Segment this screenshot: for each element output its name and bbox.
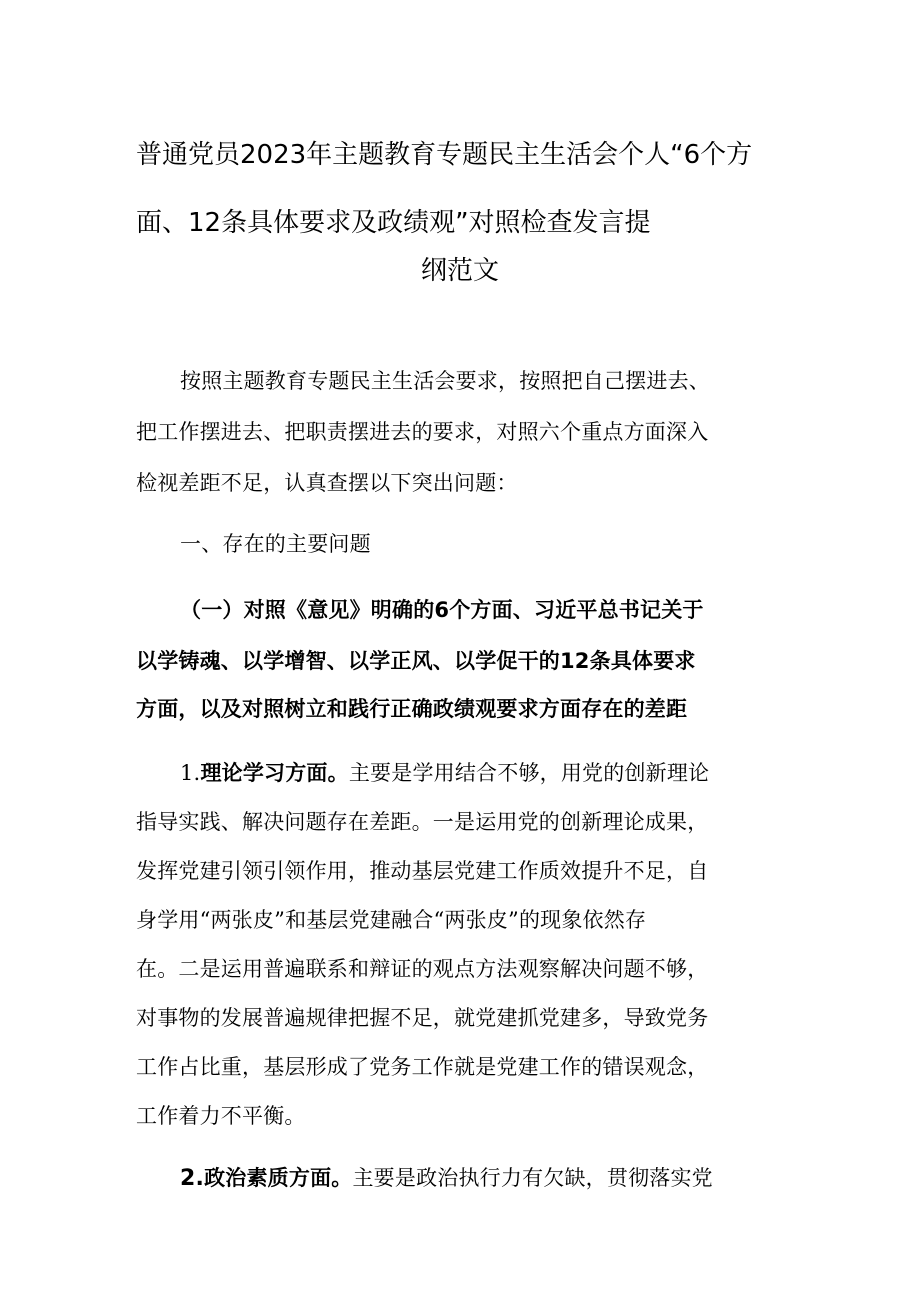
subsection-heading-line-2: 以学铸魂、以学增智、以学正风、以学促干的12条具体要求 [136,649,696,673]
intro-line-2: 把工作摆进去、把职责摆进去的要求，对照六个重点方面深入 [136,420,709,444]
item-1-line-3: 发挥党建引领引领作用，推动基层党建工作质效提升不足，自 [136,859,709,883]
item-2-number: 2. [180,1166,205,1191]
item-1-line-6: 对事物的发展普遍规律把握不足，就党建抓党建多，导致党务 [136,1006,709,1030]
intro-line-3: 检视差距不足，认真查摆以下突出问题： [136,471,518,495]
item-1-line-4: 身学用“两张皮”和基层党建融合“两张皮”的现象依然存 [136,908,647,932]
item-2-heading: 政治素质方面。 [204,1166,353,1190]
document-title-line-2: 面、12条具体要求及政绩观”对照检查发言提 [136,208,651,238]
document-title-line-3: 纲范文 [420,256,499,286]
subsection-heading-line-3: 方面，以及对照树立和践行正确政绩观要求方面存在的差距 [136,697,688,721]
document-title-line-1: 普通党员2023年主题教育专题民主生活会个人“6个方 [136,140,753,170]
item-1-line-7: 工作占比重，基层形成了党务工作就是党建工作的错误观念， [136,1055,709,1079]
item-1-first-text: 主要是学用结合不够，用党的创新理论 [348,761,710,785]
item-2-first-line [180,1165,713,1192]
item-1-number: 1. [180,761,201,785]
intro-line-1: 按照主题教育专题民主生活会要求，按照把自己摆进去、 [180,369,710,393]
item-1-heading: 理论学习方面。 [200,761,349,785]
item-2-first-text: 主要是政治执行力有欠缺，贯彻落实党 [352,1166,713,1190]
subsection-heading-line-1: （一）对照《意见》明确的6个方面、习近平总书记关于 [180,598,704,622]
section-heading: 一、存在的主要问题 [180,532,371,556]
item-1-first-line [180,760,709,786]
item-1-line-8: 工作着力不平衡。 [136,1104,306,1128]
item-1-line-5: 在。二是运用普遍联系和辩证的观点方法观察解决问题不够， [136,957,709,981]
item-1-line-2: 指导实践、解决问题存在差距。一是运用党的创新理论成果， [136,810,709,834]
